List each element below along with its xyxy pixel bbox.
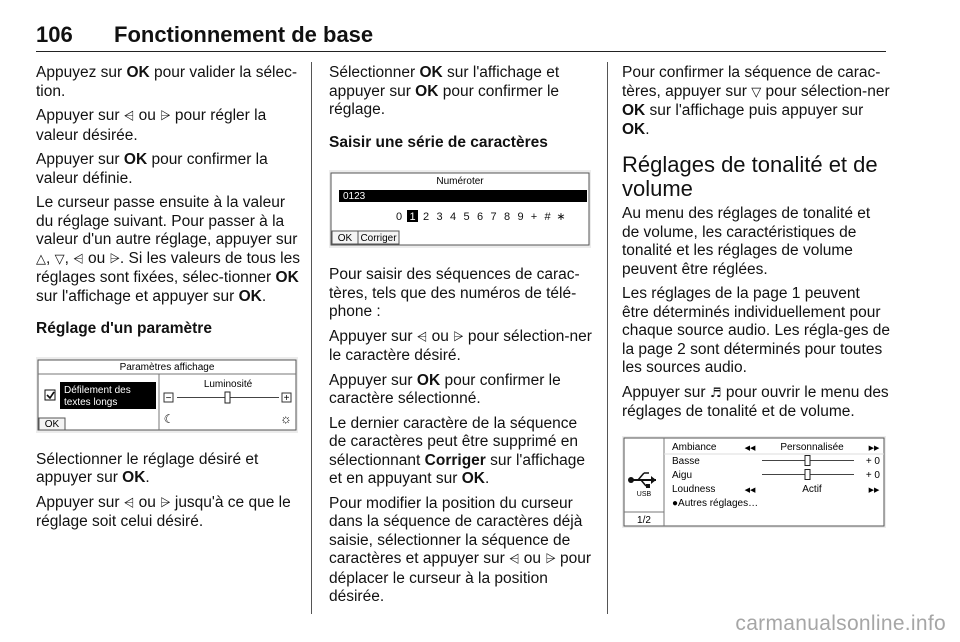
text-run: jusqu'à ce que le réglage soit celui désiré. <box>36 493 291 530</box>
display-settings-screen <box>36 357 298 433</box>
character-key[interactable]: 3 <box>436 211 443 223</box>
text-run: . <box>484 470 490 487</box>
button-symbol-icon: ♬ <box>709 385 722 401</box>
paragraph <box>36 107 300 145</box>
paragraph <box>622 205 890 279</box>
paragraph <box>36 64 300 101</box>
tone-row-value: Personnalisée <box>780 441 844 453</box>
paragraph <box>36 494 300 532</box>
tone-row-label[interactable]: Loudness <box>672 483 716 495</box>
text-run: . <box>145 469 150 486</box>
text-run: pour régler la valeur désirée. <box>36 107 267 144</box>
tone-settings-figure <box>622 436 890 528</box>
button-symbol-icon: ▽ <box>751 84 762 100</box>
text-run: . <box>261 287 267 305</box>
paragraph <box>329 495 593 607</box>
section-heading: Réglages de tonalité et de volume <box>622 152 878 201</box>
paragraph <box>329 372 593 409</box>
text-run: . <box>645 120 650 138</box>
tone-row-label[interactable]: ●Autres réglages… <box>672 497 759 509</box>
paragraph <box>622 285 890 378</box>
text-run: ou <box>519 550 546 567</box>
column-2 <box>329 64 593 613</box>
tone-row-label[interactable]: Ambiance <box>672 441 717 453</box>
character-key[interactable]: # <box>544 211 551 223</box>
column-1 <box>36 64 300 538</box>
text-run: pour valider la sélec-tion. <box>36 64 298 100</box>
text-run: ou <box>83 249 110 267</box>
character-key[interactable]: 7 <box>490 211 497 223</box>
text-run: Le curseur passe ensuite à la valeur du réglage suivant. Pour passer à la valeur d'un autre réglage, appuyer sur <box>36 194 298 248</box>
character-key[interactable]: + <box>530 211 538 223</box>
next-arrow-icon[interactable]: ▶▶ <box>868 486 880 494</box>
character-key[interactable]: 8 <box>503 211 511 223</box>
header-rule <box>36 51 886 52</box>
tone-row-label[interactable]: Basse <box>672 455 700 467</box>
text-run: Appuyer sur <box>36 107 124 124</box>
button-symbol-icon: ⩤ <box>73 251 84 267</box>
bold-term: OK <box>126 64 150 81</box>
bold-term: OK <box>123 151 148 168</box>
text-run: sur l'affichage et en appuyant sur <box>329 451 585 487</box>
bold-term: OK <box>122 469 146 486</box>
slider-label: Luminosité <box>203 378 253 390</box>
paragraph <box>36 151 300 188</box>
text-run: sur l'affichage puis appuyer sur <box>645 102 864 119</box>
text-run: Appuyer sur <box>329 371 417 389</box>
bold-term: OK <box>622 120 646 138</box>
text-run: Au menu des réglages de tonalité et de volume, les caractéristiques de tonalité et les réglages de volume peuvent être réglées. <box>622 205 871 278</box>
character-key[interactable]: 2 <box>422 211 430 223</box>
plus-icon: + <box>283 392 290 404</box>
character-key[interactable]: 9 <box>517 211 524 223</box>
text-run: ou <box>427 327 454 345</box>
brightness-slider-thumb[interactable] <box>225 392 230 403</box>
tone-row-value: + 0 <box>865 469 880 481</box>
text-run: Appuyer sur <box>36 151 124 168</box>
dial-number-screen <box>329 170 591 248</box>
column-3 <box>622 64 890 546</box>
character-key[interactable]: 0 <box>395 211 403 223</box>
bold-term: Corriger <box>424 451 486 469</box>
button-symbol-icon: ⩤ <box>123 495 135 511</box>
text-run: pour sélection-ner <box>761 82 890 100</box>
text-run: Le dernier caractère de la séquence de caractères peut être supprimé en sélectionnant <box>329 414 578 469</box>
column-divider <box>607 62 608 614</box>
bold-term: OK <box>622 102 646 119</box>
ok-button-label: OK <box>44 418 60 430</box>
bold-term: OK <box>238 287 262 305</box>
paragraph <box>329 328 593 366</box>
text-run: , <box>64 249 74 267</box>
ok-button-label: OK <box>337 233 353 244</box>
tone-row-value: Actif <box>802 483 822 495</box>
text-run: pour sélection-ner le caractère désiré. <box>329 327 592 364</box>
paragraph <box>622 64 890 139</box>
character-key[interactable]: 5 <box>463 211 470 223</box>
watermark: carmanualsonline.info <box>735 612 946 635</box>
button-symbol-icon: ⩤ <box>123 109 135 124</box>
tone-row-label[interactable]: Aigu <box>672 469 693 481</box>
correct-button-label: Corriger <box>360 233 397 244</box>
subheading: Saisir une série de caractères <box>329 133 548 151</box>
text-run: Sélectionner <box>329 64 420 81</box>
text-run: Appuyer sur <box>36 493 124 511</box>
text-run: . Si les valeurs de tous les réglages sont fixées, sélec-tionner <box>36 249 300 286</box>
display-settings-figure <box>36 357 300 433</box>
tone-slider-thumb[interactable] <box>805 455 810 465</box>
paragraph <box>329 64 593 120</box>
section-title: Fonctionnement de base <box>114 22 374 47</box>
text-run: sur l'affichage et appuyer sur <box>36 287 239 305</box>
bold-term: OK <box>461 470 485 487</box>
moon-icon: ☾ <box>163 411 175 426</box>
subheading: Réglage d'un paramètre <box>36 320 212 337</box>
text-run: Les réglages de la page 1 peuvent être déterminés individuellement pour chaque source audio. Les régla-ges de la page 2 sont déterminés pour toutes les sources audio. <box>622 285 890 376</box>
text-run: Appuyer sur <box>329 327 417 345</box>
previous-arrow-icon[interactable]: ◀◀ <box>744 444 756 452</box>
usb-label: USB <box>636 490 652 498</box>
tone-slider-thumb[interactable] <box>805 469 810 479</box>
page-number: 106 <box>36 22 73 47</box>
page-header <box>36 22 886 50</box>
button-symbol-icon: ⩥ <box>453 329 464 345</box>
text-run: pour confirmer le caractère sélectionné. <box>329 371 561 407</box>
tone-row-value: + 0 <box>865 455 880 467</box>
text-run: ou <box>134 107 161 124</box>
checkbox-label-line-1: Défilement des <box>64 384 131 396</box>
button-symbol-icon: ⩥ <box>160 109 171 124</box>
button-symbol-icon: ⩥ <box>545 552 556 567</box>
text-run: Appuyer sur <box>622 383 710 401</box>
character-key[interactable]: 1 <box>409 211 416 223</box>
button-symbol-icon: ⩤ <box>509 552 520 567</box>
text-run: Pour saisir des séquences de carac-tères, tels que des numéros de télé-phone : <box>329 266 580 320</box>
text-run: pour confirmer le réglage. <box>329 82 560 118</box>
checkbox-label-line-2: textes longs <box>64 396 118 408</box>
button-symbol-icon: ⩤ <box>416 329 428 345</box>
paragraph <box>36 451 300 488</box>
character-key[interactable]: ∗ <box>556 211 566 223</box>
page-indicator: 1/2 <box>637 514 651 526</box>
text-run: Sélectionner le réglage désiré et appuyer sur <box>36 450 259 486</box>
bold-term: OK <box>415 82 439 100</box>
minus-icon: − <box>165 392 172 404</box>
text-run: pour ouvrir le menu des réglages de tonalité et de volume. <box>622 383 889 420</box>
character-key[interactable]: 6 <box>476 211 484 223</box>
paragraph <box>622 384 890 422</box>
column-divider <box>311 62 312 614</box>
button-symbol-icon: △ <box>36 251 46 267</box>
text-run: Pour modifier la position du curseur dans la séquence de caractères déjà saisie, sélectionner la séquence de caractères et appuyer sur <box>329 494 583 567</box>
paragraph <box>36 194 300 306</box>
text-run: Pour confirmer la séquence de carac-tères, appuyer sur <box>622 64 881 100</box>
previous-arrow-icon[interactable]: ◀◀ <box>744 486 756 494</box>
number-entry-field[interactable] <box>339 190 587 202</box>
bold-term: OK <box>419 64 443 81</box>
text-run: , <box>46 249 55 267</box>
dial-number-figure <box>329 170 593 248</box>
paragraph <box>329 415 593 489</box>
entered-number: 0123 <box>343 191 366 202</box>
button-symbol-icon: ▽ <box>54 251 65 267</box>
sun-icon: ☼ <box>280 410 292 426</box>
bold-term: OK <box>275 269 299 286</box>
next-arrow-icon[interactable]: ▶▶ <box>868 444 880 452</box>
screen-title: Numéroter <box>436 176 484 187</box>
text-run: pour confirmer la valeur définie. <box>36 151 268 187</box>
text-run: sur l'affichage et appuyer sur <box>329 64 560 100</box>
character-key[interactable]: 4 <box>449 211 457 223</box>
bold-term: OK <box>416 371 441 389</box>
text-run: ou <box>134 493 161 511</box>
text-run: Appuyez sur <box>36 64 127 81</box>
screen-title: Paramètres affichage <box>119 361 215 373</box>
button-symbol-icon: ⩥ <box>109 251 120 267</box>
paragraph <box>329 266 593 322</box>
text-run: pour déplacer le curseur à la position désirée. <box>329 550 592 605</box>
tone-settings-screen <box>622 436 886 528</box>
button-symbol-icon: ⩥ <box>160 495 171 511</box>
